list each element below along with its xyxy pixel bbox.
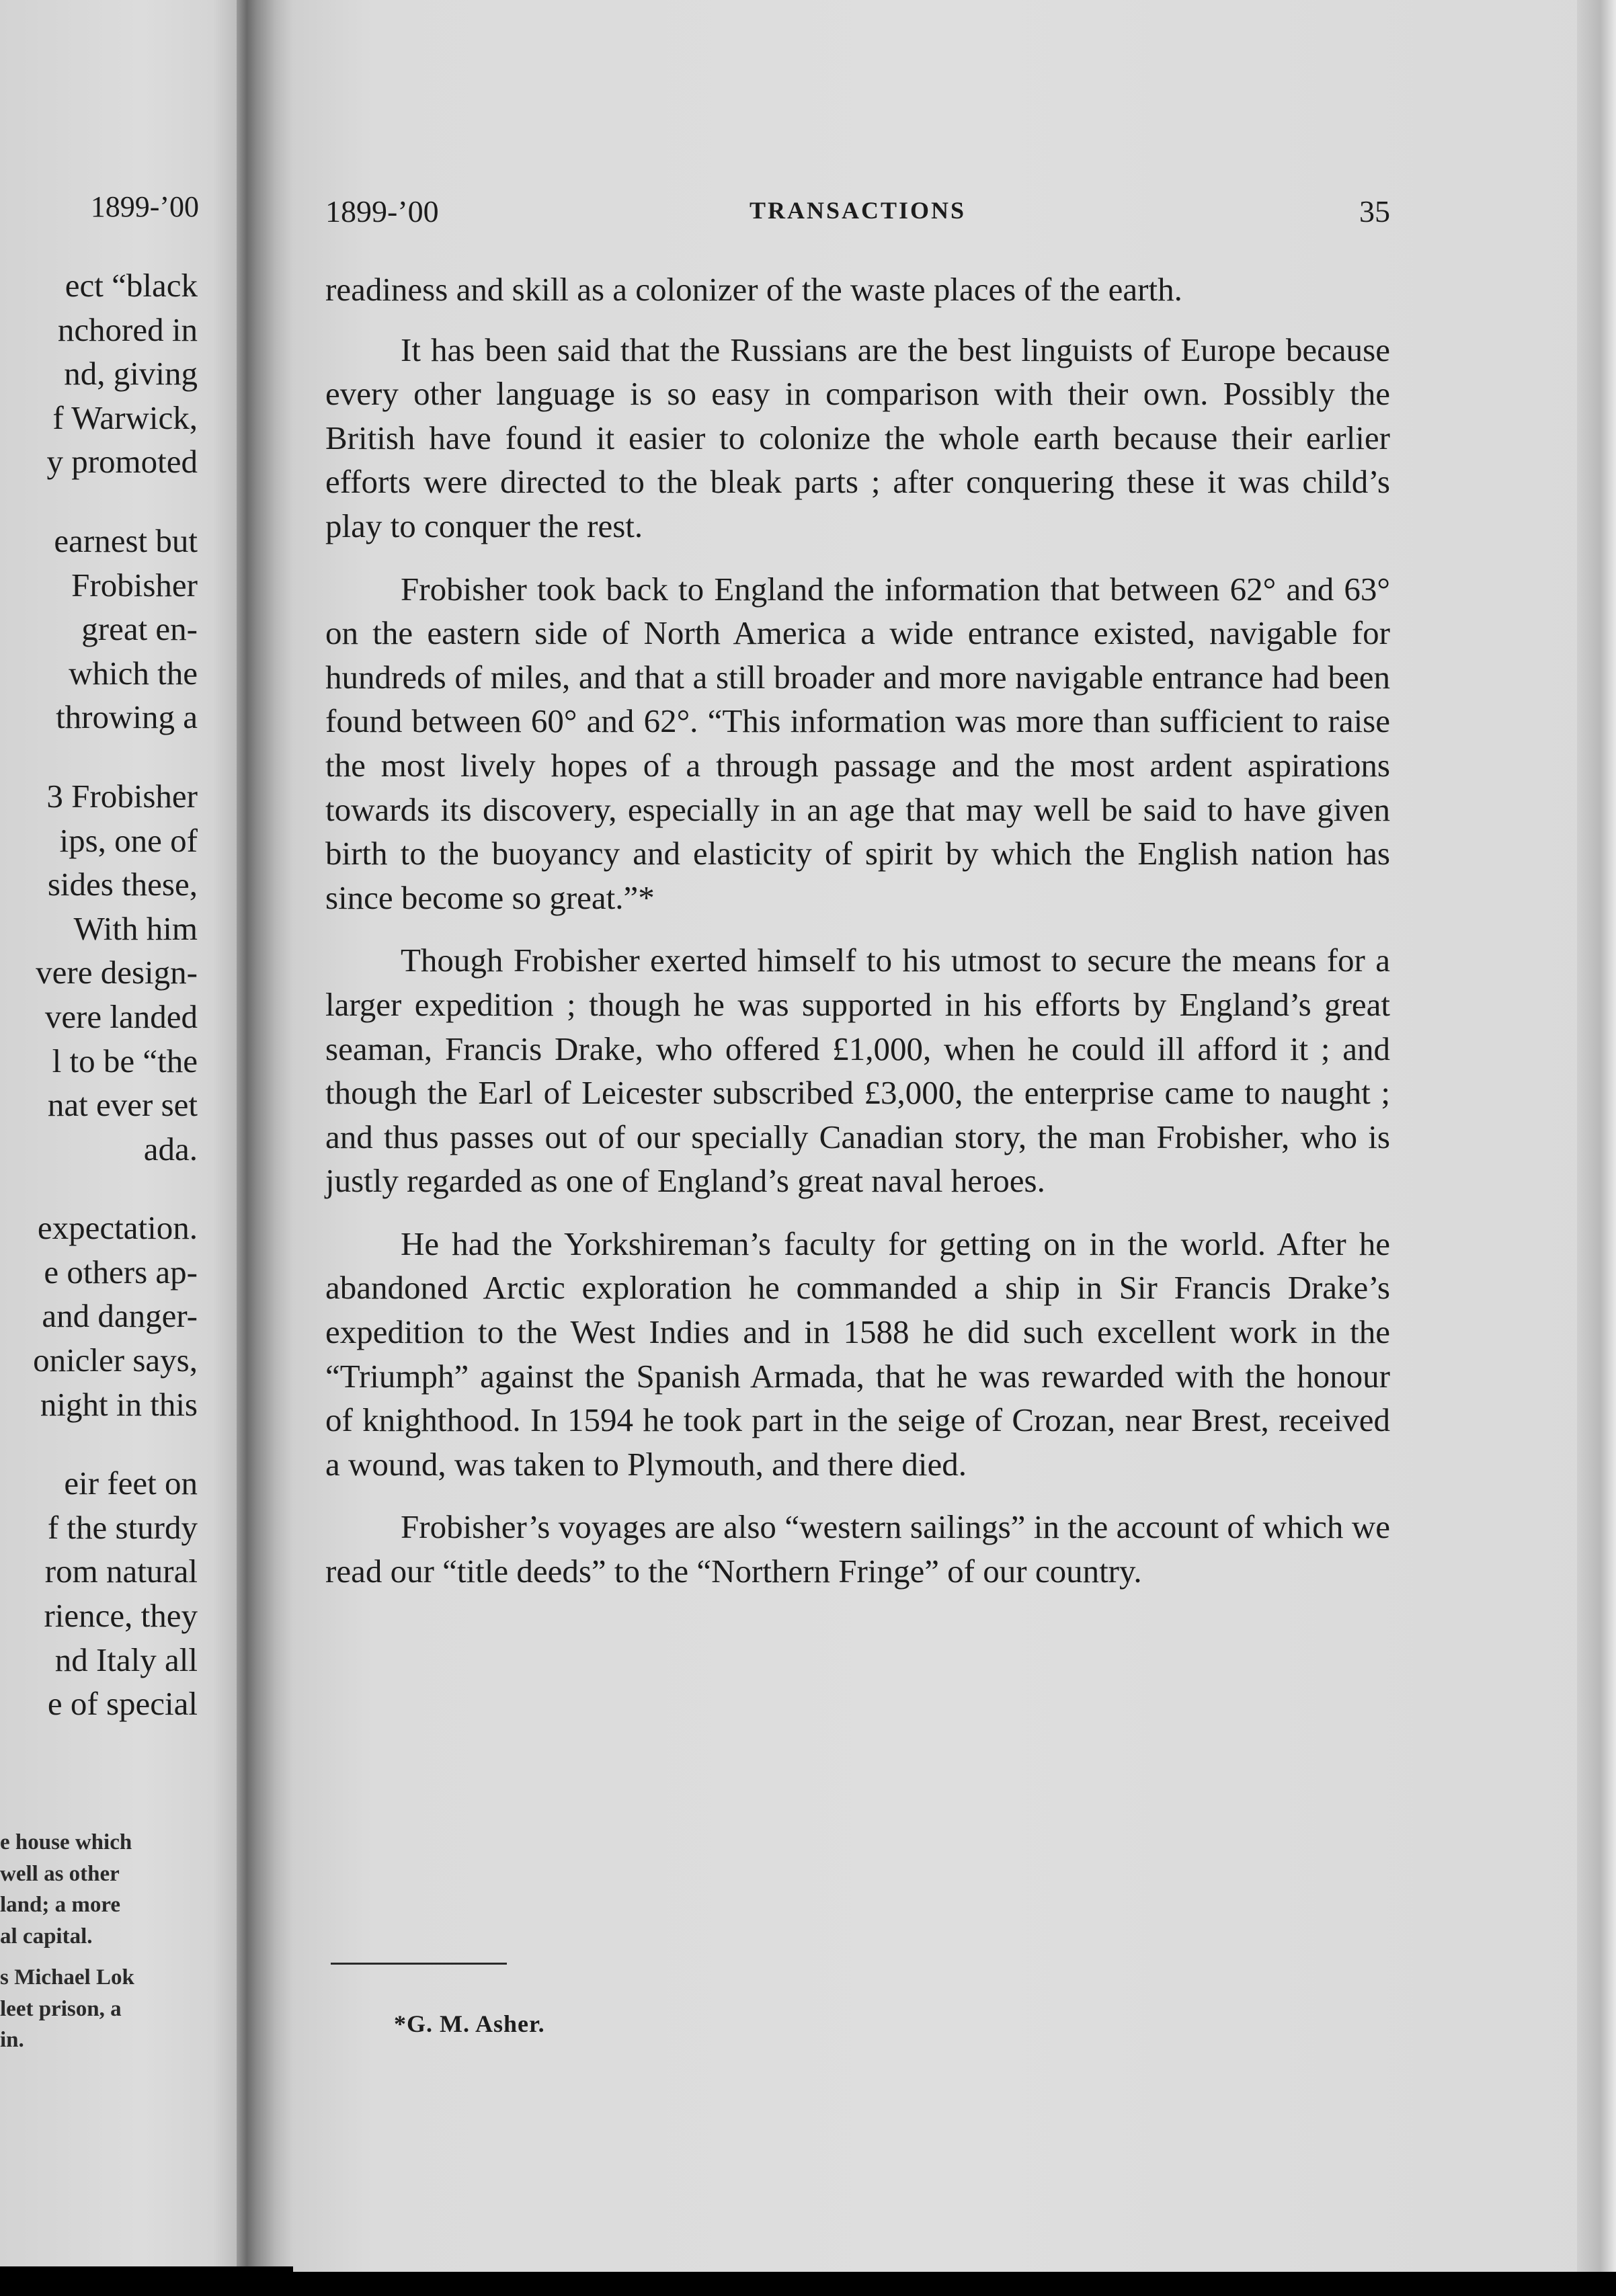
left-line: eir feet on: [64, 1465, 198, 1502]
left-footnote-line: leet prison, a: [0, 1996, 122, 2021]
left-line: nchored in: [57, 311, 198, 348]
paragraph: It has been said that the Russians are the best linguists of Europe because every other language is so easy in comparison with their own. Possibly the British have found it easier to colonize the whole earth because their earlier efforts were directed to the bleak parts ; after conquering these it was child’s play to conquer the rest.: [325, 331, 1390, 544]
left-footnote-line: e house which: [0, 1830, 132, 1854]
header-title: TRANSACTIONS: [749, 197, 967, 224]
left-line: throwing a: [56, 698, 198, 736]
running-header: [325, 194, 1390, 234]
left-line: nd Italy all: [54, 1641, 198, 1678]
left-line: onicler says,: [33, 1342, 198, 1379]
page-number: 35: [1359, 194, 1390, 229]
header-year: 1899-’00: [325, 194, 439, 229]
left-page-text: [33, 263, 198, 1726]
left-line: sides these,: [47, 866, 198, 903]
left-line: expectation.: [37, 1209, 198, 1247]
right-page-edge: [1577, 0, 1616, 2272]
left-line: 3 Frobisher: [46, 777, 198, 815]
left-line: vere design-: [36, 954, 198, 991]
paragraph: He had the Yorkshireman’s faculty for getting on in the world. After he abandoned Arctic exploration he commanded a ship in Sir Francis Drake’s expedition to the West Indies and in 1588 he did such excellent work in the “Triumph” against the Spanish Armada, that he was rewarded with the honour of knighthood. In 1594 he took part in the seige of Crozan, near Brest, received a wound, was taken to Plymouth, and there died.: [325, 1225, 1390, 1483]
left-line: and danger-: [42, 1297, 198, 1335]
left-page-header: 1899-’00: [90, 190, 199, 223]
footnote-divider: [331, 1963, 507, 1965]
left-line: ect “black: [65, 267, 198, 304]
left-line: f the sturdy: [47, 1508, 198, 1546]
footnote: *G. M. Asher.: [394, 2010, 545, 2037]
paragraph: readiness and skill as a colonizer of the waste places of the earth.: [325, 271, 1182, 308]
left-page-footnotes: [0, 1827, 134, 2056]
left-line: e others ap-: [44, 1253, 198, 1290]
paragraph: Though Frobisher exerted himself to his utmost to secure the means for a larger expedition ; though he was supported in his efforts by England’s great seaman, Francis Drake, who offered £1,000, when he could ill afford it ; and though the Earl of Leicester subscribed £3,000, the enterprise came to naught ; and thus passes out of our specially Canadian story, the man Frobisher, who is justly regarded as one of England’s great naval heroes.: [325, 942, 1390, 1200]
left-line: great en-: [81, 610, 198, 648]
left-line: vere landed: [44, 997, 198, 1035]
left-footnote-line: s Michael Lok: [0, 1965, 134, 1990]
left-line: earnest but: [54, 522, 198, 559]
paragraph: Frobisher’s voyages are also “western sailings” in the account of which we read our “title deeds” to the “Northern Fringe” of our country.: [325, 1508, 1390, 1590]
body-text: [325, 268, 1390, 1612]
left-line: Frobisher: [71, 566, 198, 604]
left-footnote-line: al capital.: [0, 1924, 93, 1949]
left-footnote-line: land; a more: [0, 1893, 121, 1917]
left-line: night in this: [40, 1385, 198, 1423]
left-line: which the: [69, 654, 198, 692]
left-footnote-line: well as other: [0, 1861, 120, 1886]
left-line: With him: [73, 909, 198, 947]
book-gutter: [237, 0, 293, 2266]
left-footnote-line: in.: [0, 2028, 24, 2052]
left-line: e of special: [47, 1685, 198, 1723]
left-line: ada.: [143, 1130, 198, 1167]
left-line: nd, giving: [64, 355, 198, 393]
left-line: f Warwick,: [52, 399, 198, 436]
left-line: rience, they: [44, 1597, 198, 1635]
paragraph: Frobisher took back to England the information that between 62° and 63° on the eastern side of North America a wide entrance existed, navigable for hundreds of miles, and that a still broader and more navigable entrance had been found between 60° and 62°. “This information was more than sufficient to raise the most lively hopes of a through passage and the most ardent aspirations towards its discovery, especially in an age that may well be said to have given birth to the buoyancy and elasticity of spirit by which the English nation has since become so great.”*: [325, 570, 1390, 916]
left-line: l to be “the: [52, 1042, 198, 1079]
left-line: ips, one of: [59, 821, 198, 859]
left-page-fragment: [0, 0, 237, 2266]
left-line: rom natural: [44, 1553, 198, 1590]
left-line: nat ever set: [47, 1086, 198, 1124]
left-line: y promoted: [46, 443, 198, 481]
